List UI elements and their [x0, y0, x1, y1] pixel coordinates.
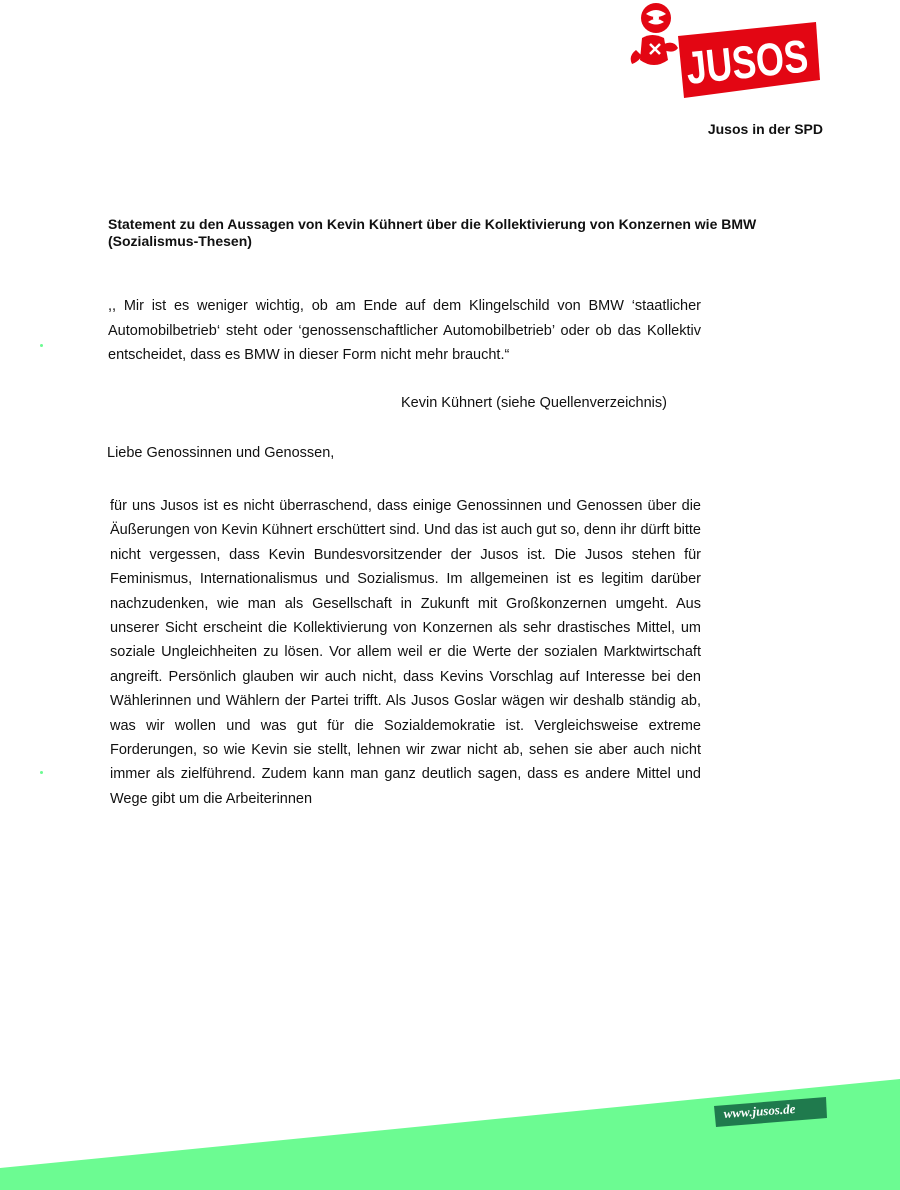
- quote-source: Kevin Kühnert (siehe Quellenverzeichnis): [401, 395, 667, 411]
- statement-headline: Statement zu den Aussagen von Kevin Kühnert über die Kollektivierung von Konzernen wie BMW (Sozialismus-Thesen): [108, 216, 757, 249]
- logo-wordmark: JUSOS: [683, 25, 845, 94]
- greeting: Liebe Genossinnen und Genossen,: [107, 445, 335, 461]
- website-url: www.jusos.de: [723, 1101, 796, 1121]
- organization-name: Jusos in der SPD: [707, 121, 823, 137]
- website-badge: [714, 1097, 827, 1127]
- body-paragraph: für uns Jusos ist es nicht überraschend, dass einige Genossinnen und Genossen über die Äußerungen von Kevin Kühnert erschüttert sind. Und das ist auch gut so, denn ihr dürft bitte nicht vergessen, dass Kevin Bundesvorsitzender der Jusos ist. Die Jusos stehen für Feminismus, Internationalismus und Sozialismus. Im allgemeinen ist es legitim darüber nachzudenken, wie man als Gesellschaft in Zukunft mit Großkonzernen umgeht. Aus unserer Sicht erscheint die Kollektivierung von Konzernen als sehr drastisches Mittel, um soziale Ungleichheiten zu lösen. Vor allem weil er die Werte der sozialen Marktwirtschaft angreift. Persönlich glauben wir auch nicht, dass Kevins Vorschlag auf Interesse bei den Wählerinnen und Wählern der Partei trifft. Als Jusos Goslar wägen wir deshalb ständig ab, was wir wollen und was gut für die Sozialdemokratie ist. Vergleichsweise extreme Forderungen, so wie Kevin sie stellt, lehnen wir zwar nicht ab, sehen sie aber auch nicht immer als zielführend. Zudem kann man ganz deutlich sagen, dass es andere Mittel und Wege gibt um die Arbeiterinnen: [110, 498, 701, 807]
- quote-text: ,, Mir ist es weniger wichtig, ob am Ende auf dem Klingelschild von BMW ‘staatlicher Automobilbetrieb‘ steht oder ‘genossenschaftlicher Automobilbetrieb’ oder ob das Kollektiv entscheidet, dass es BMW in dieser Form nicht mehr braucht.“: [108, 298, 701, 363]
